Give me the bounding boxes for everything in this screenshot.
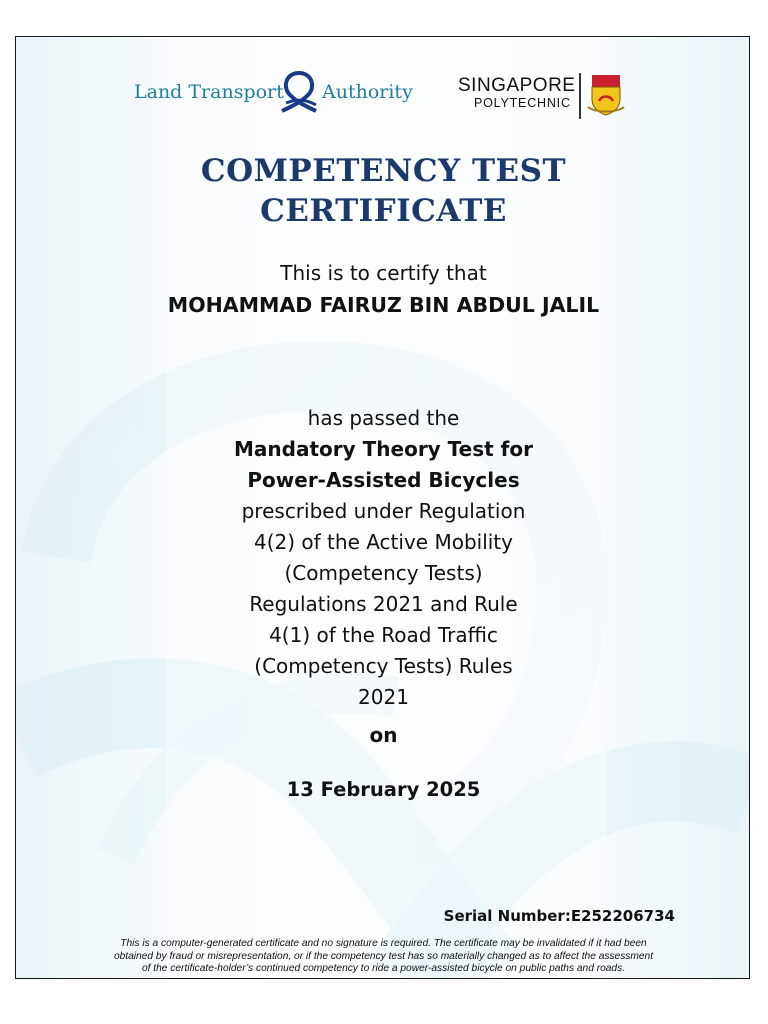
passed-text: has passed the — [307, 406, 460, 430]
test-name-line2: Power-Assisted Bicycles — [247, 468, 520, 492]
certificate-title-line1: COMPETENCY TEST — [200, 153, 567, 189]
sp-logo-divider — [579, 73, 581, 119]
test-date: 13 February 2025 — [286, 778, 481, 801]
regulation-line: 2021 — [358, 685, 409, 709]
serial-number — [444, 907, 675, 925]
sp-crest-icon — [586, 73, 626, 117]
regulation-line: prescribed under Regulation — [241, 499, 526, 523]
sp-logo-line1: SINGAPORE — [458, 75, 576, 96]
on-text: on — [369, 723, 398, 747]
lta-logo — [134, 69, 416, 115]
certify-text: This is to certify that — [280, 261, 487, 285]
serial-value: E252206734 — [570, 907, 675, 925]
regulation-line: (Competency Tests) — [284, 561, 483, 585]
disclaimer — [70, 938, 697, 976]
lta-logo-text-left: Land Transport — [134, 81, 284, 103]
disclaimer-line: This is a computer-generated certificate and no signature is required. The certificate may be invalidated if it had been — [120, 938, 647, 949]
lta-ribbon-icon — [276, 69, 322, 115]
disclaimer-line: of the certificate-holder’s continued competency to ride a power-assisted bicycle on public paths and roads. — [141, 963, 626, 974]
disclaimer-line: obtained by fraud or misrepresentation, or if the competency test has so materially changed as to affect the assessment — [113, 950, 654, 962]
certificate-body — [216, 403, 551, 713]
lta-logo-text-right: Authority — [322, 81, 413, 103]
regulation-line: (Competency Tests) Rules — [254, 654, 513, 678]
regulation-line: 4(1) of the Road Traffic — [269, 623, 498, 647]
recipient-name: MOHAMMAD FAIRUZ BIN ABDUL JALIL — [167, 293, 600, 317]
certificate — [15, 36, 750, 979]
certificate-title-line2: CERTIFICATE — [260, 193, 507, 229]
regulation-line: Regulations 2021 and Rule — [249, 592, 518, 616]
serial-label: Serial Number: — [443, 907, 571, 925]
sp-logo — [458, 73, 628, 121]
test-name-line1: Mandatory Theory Test for — [234, 437, 533, 461]
sp-logo-line2: POLYTECHNIC — [474, 96, 571, 110]
regulation-line: 4(2) of the Active Mobility — [254, 530, 513, 554]
